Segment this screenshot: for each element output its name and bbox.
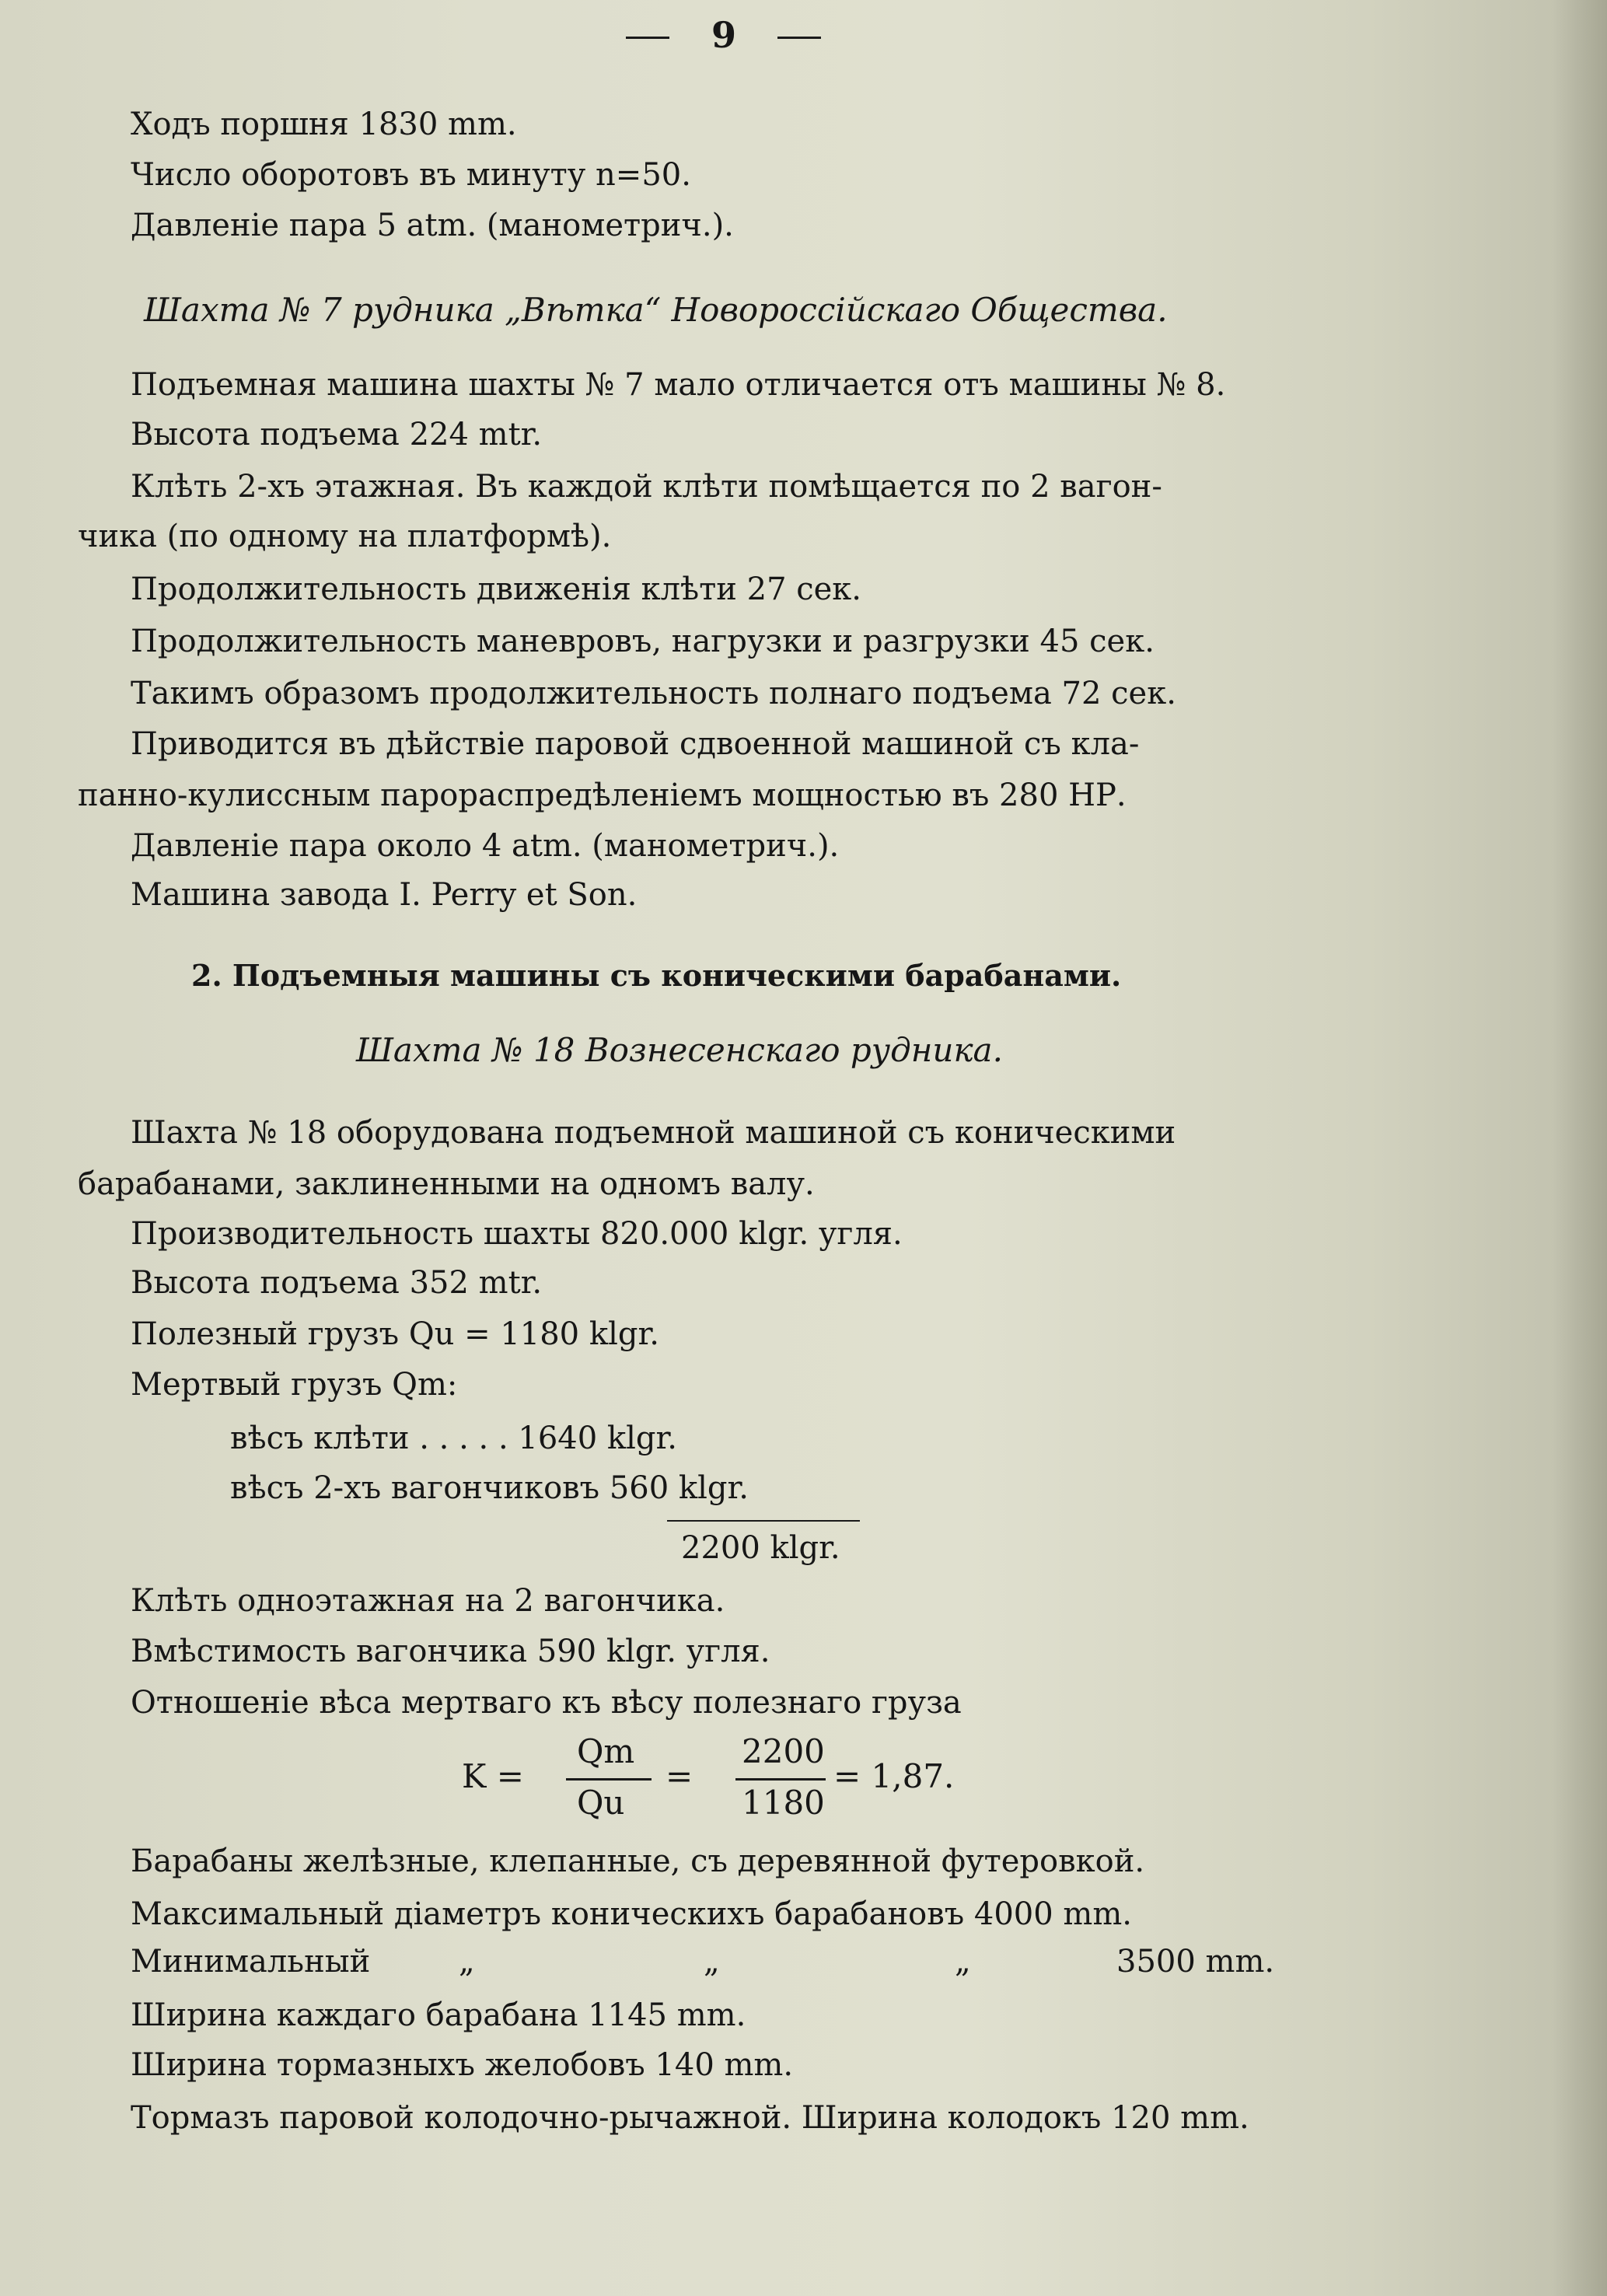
text-line: Вмѣстимость вагончика 590 klgr. угля.: [131, 1634, 770, 1669]
text-line: Приводится въ дѣйствіе паровой сдвоенной машиной съ кла-: [131, 726, 1140, 762]
text-value: 3500 mm.: [1116, 1944, 1275, 1980]
text-line: панно-кулиссным парораспредѣленіемъ мощностью въ 280 НР.: [78, 778, 1127, 813]
text-line: Высота подъема 224 mtr.: [131, 417, 543, 453]
text-line: Давленіе пара около 4 atm. (манометрич.).: [131, 828, 840, 864]
text-line: Отношеніе вѣса мертваго къ вѣсу полезнаго груза: [131, 1685, 962, 1721]
text-line: Клѣть одноэтажная на 2 вагончика.: [131, 1583, 725, 1619]
text-line: Барабаны желѣзные, клепанные, съ деревянной футеровкой.: [131, 1843, 1145, 1879]
section-heading: Шахта № 7 рудника „Вѣтка“ Новороссійскаго Общества.: [144, 291, 1168, 329]
formula-numerator-1: Qm: [577, 1732, 635, 1770]
text-line: чика (по одному на платформѣ).: [78, 519, 612, 554]
formula-denominator-1: Qu: [577, 1784, 625, 1822]
page-number: 9: [711, 14, 737, 56]
page-number-dash-left: [626, 37, 669, 39]
text-line: Ходъ поршня 1830 mm.: [131, 107, 517, 142]
text-line: Полезный грузъ Qu = 1180 klgr.: [131, 1316, 659, 1352]
weight-item: вѣсъ 2-хъ вагончиковъ 560 klgr.: [230, 1470, 749, 1506]
text-line: Число оборотовъ въ минуту n=50.: [131, 157, 691, 193]
ditto-mark: „: [704, 1944, 720, 1980]
text-line: Производительность шахты 820.000 klgr. угля.: [131, 1216, 903, 1252]
text-line: Ширина тормазныхъ желобовъ 140 mm.: [131, 2047, 794, 2083]
sum-rule: [667, 1520, 860, 1522]
formula-k: K =: [462, 1757, 524, 1795]
ditto-mark: „: [459, 1944, 475, 1980]
ditto-mark: „: [955, 1944, 971, 1980]
section-heading: Шахта № 18 Вознесенскаго рудника.: [356, 1031, 1003, 1069]
fraction-bar: [735, 1778, 826, 1781]
formula-denominator-2: 1180: [742, 1784, 825, 1822]
formula-result: = 1,87.: [833, 1757, 955, 1795]
text-line: барабанами, заклиненными на одномъ валу.: [78, 1166, 815, 1202]
formula-numerator-2: 2200: [742, 1732, 825, 1770]
text-line: Максимальный діаметръ коническихъ барабановъ 4000 mm.: [131, 1896, 1132, 1932]
text-line: Шахта № 18 оборудована подъемной машиной съ коническими: [131, 1115, 1176, 1151]
weight-item: вѣсъ клѣти . . . . . 1640 klgr.: [230, 1421, 677, 1456]
text-line: Клѣть 2-хъ этажная. Въ каждой клѣти помѣщается по 2 вагон-: [131, 469, 1162, 505]
page-number-dash-right: [777, 37, 821, 39]
section-heading-bold: 2. Подъемныя машины съ коническими барабанами.: [191, 958, 1122, 993]
page-edge-shadow: [1553, 0, 1607, 2296]
text-line: Продолжительность движенія клѣти 27 сек.: [131, 571, 862, 607]
weight-total: 2200 klgr.: [681, 1530, 840, 1566]
text-line: Давленіе пара 5 atm. (манометрич.).: [131, 208, 734, 243]
text-line: Минимальный: [131, 1944, 371, 1980]
text-line: Машина завода I. Perry et Son.: [131, 877, 638, 913]
fraction-bar: [566, 1778, 652, 1781]
text-line: Такимъ образомъ продолжительность полнаго подъема 72 сек.: [131, 676, 1176, 711]
text-line: Продолжительность маневровъ, нагрузки и разгрузки 45 сек.: [131, 624, 1155, 659]
text-line: Ширина каждаго барабана 1145 mm.: [131, 1997, 746, 2033]
text-line: Подъемная машина шахты № 7 мало отличается отъ машины № 8.: [131, 367, 1226, 403]
text-line: Мертвый грузъ Qm:: [131, 1367, 458, 1403]
text-line: Высота подъема 352 mtr.: [131, 1265, 543, 1301]
text-line: Тормазъ паровой колодочно-рычажной. Ширина колодокъ 120 mm.: [131, 2100, 1249, 2136]
formula-equals: =: [666, 1757, 693, 1795]
